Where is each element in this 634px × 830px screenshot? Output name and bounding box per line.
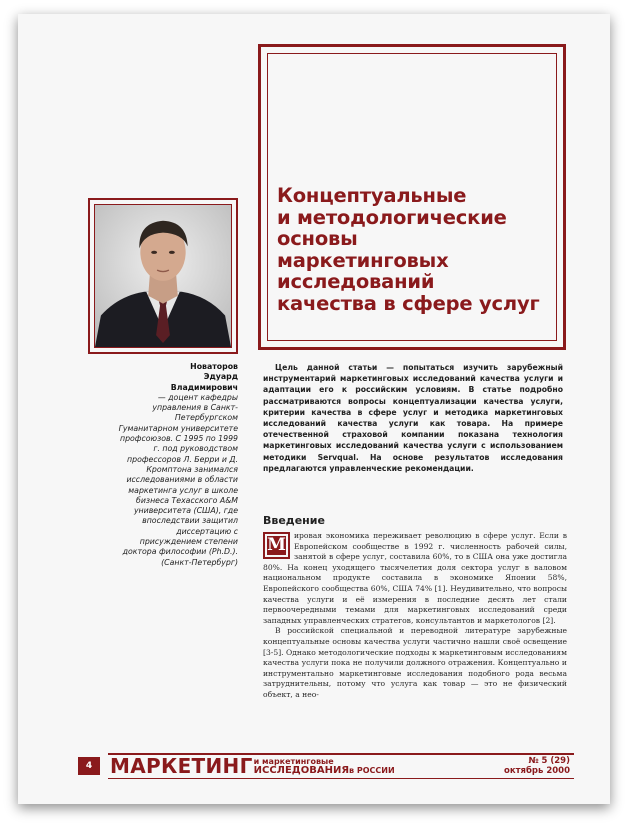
section-heading: Введение bbox=[263, 514, 325, 527]
title-line: и методологические bbox=[277, 205, 507, 229]
title-line: исследований bbox=[277, 270, 435, 293]
drop-cap bbox=[263, 532, 290, 559]
author-patronymic: Владимирович bbox=[170, 382, 238, 392]
drop-cap-letter: М bbox=[267, 535, 286, 555]
author-photo bbox=[94, 204, 232, 348]
magazine-sub-russia: в РОССИИ bbox=[349, 766, 395, 775]
body-paragraph bbox=[263, 531, 567, 626]
page-footer bbox=[78, 753, 574, 779]
author-bio: — доцент кафедры управления в Санкт-Петербургском Гуманитарном университете профсоюзов. С 1995 по 1999 г. под руководством профессоров Л. Берри и Д. Кромптона занимался исследованиями в области маркетинга услуг в школе бизнеса Техасского A&M университета (США), где впоследствии защитил диссертацию с присуждением степени доктора философии (Ph.D.). (Санкт-Петербург) bbox=[118, 392, 238, 567]
body-paragraph: В российской специальной и переводной литературе зарубежные концептуальные основы качества услуги частично нашли своё освещение [3-5]. Однако методологические подходы к маркетинговым исследованиям качества услуги пока не получили должного отражения. Концептуально и инструментально маркетинговые исследования подобного рода весьма затруднительны, потому что услуга как товар — это не физический объект, а нео- bbox=[263, 626, 567, 699]
magazine-page bbox=[18, 14, 610, 804]
article-abstract: Цель данной статьи — попытаться изучить зарубежный инструментарий маркетинговых исследований качества услуги и адаптации его к российским условиям. В статье подробно рассматриваются вопросы концептуализации качества услуги, критерии качества в сфере услуг и методика маркетинговых исследований качества услуги как товара. На примере отечественной страховой компании показана технология маркетинговых исследований качества услуги с использованием методики Servqual. На основе результатов исследования предлагаются управленческие рекомендации. bbox=[263, 363, 563, 473]
author-given-name: Эдуард bbox=[203, 372, 238, 382]
magazine-logo bbox=[110, 755, 395, 777]
magazine-sub-line1: и маркетинговые bbox=[253, 757, 334, 766]
issue-date: октябрь 2000 bbox=[503, 766, 570, 776]
title-line: маркетинговых bbox=[277, 248, 449, 272]
magazine-name-sub bbox=[254, 757, 395, 775]
article-title bbox=[277, 185, 547, 314]
title-line: основы bbox=[277, 227, 358, 250]
paragraph-text: ировая экономика переживает революцию в сфере услуг. Если в Европейском сообществе в 1992 г. численность рабочей силы, занятой в сфере услуг, составила 60%, то в США она уже достигла 80%. На конец уходящего тысячелетия доля сектора услуг в валовом национальном продукте составила в экономике Японии 58%, Европейского сообщества 60%, США 74% [1]. Неудивительно, что вопросы качества услуги и её измерения в последние десять лет стали первоочередными темами для маркетинговых исследований среди западных управленческих стратегов, консультантов и маркетологов [2]. bbox=[263, 531, 567, 625]
author-surname: Новаторов bbox=[190, 362, 238, 371]
author-block bbox=[118, 362, 238, 568]
title-line: Концептуальные bbox=[277, 184, 467, 207]
issue-number: № 5 (29) bbox=[528, 756, 570, 766]
magazine-name-main: МАРКЕТИНГ bbox=[110, 754, 253, 778]
magazine-sub-research: ИССЛЕДОВАНИЯ bbox=[253, 765, 350, 776]
page-number: 4 bbox=[78, 757, 100, 775]
author-photo-frame bbox=[88, 198, 238, 354]
article-body bbox=[263, 531, 567, 751]
author-portrait-image bbox=[95, 205, 231, 347]
issue-info bbox=[504, 756, 570, 776]
title-frame bbox=[258, 44, 566, 350]
magazine-sub-line2 bbox=[254, 766, 395, 775]
title-line: качества в сфере услуг bbox=[277, 291, 540, 315]
